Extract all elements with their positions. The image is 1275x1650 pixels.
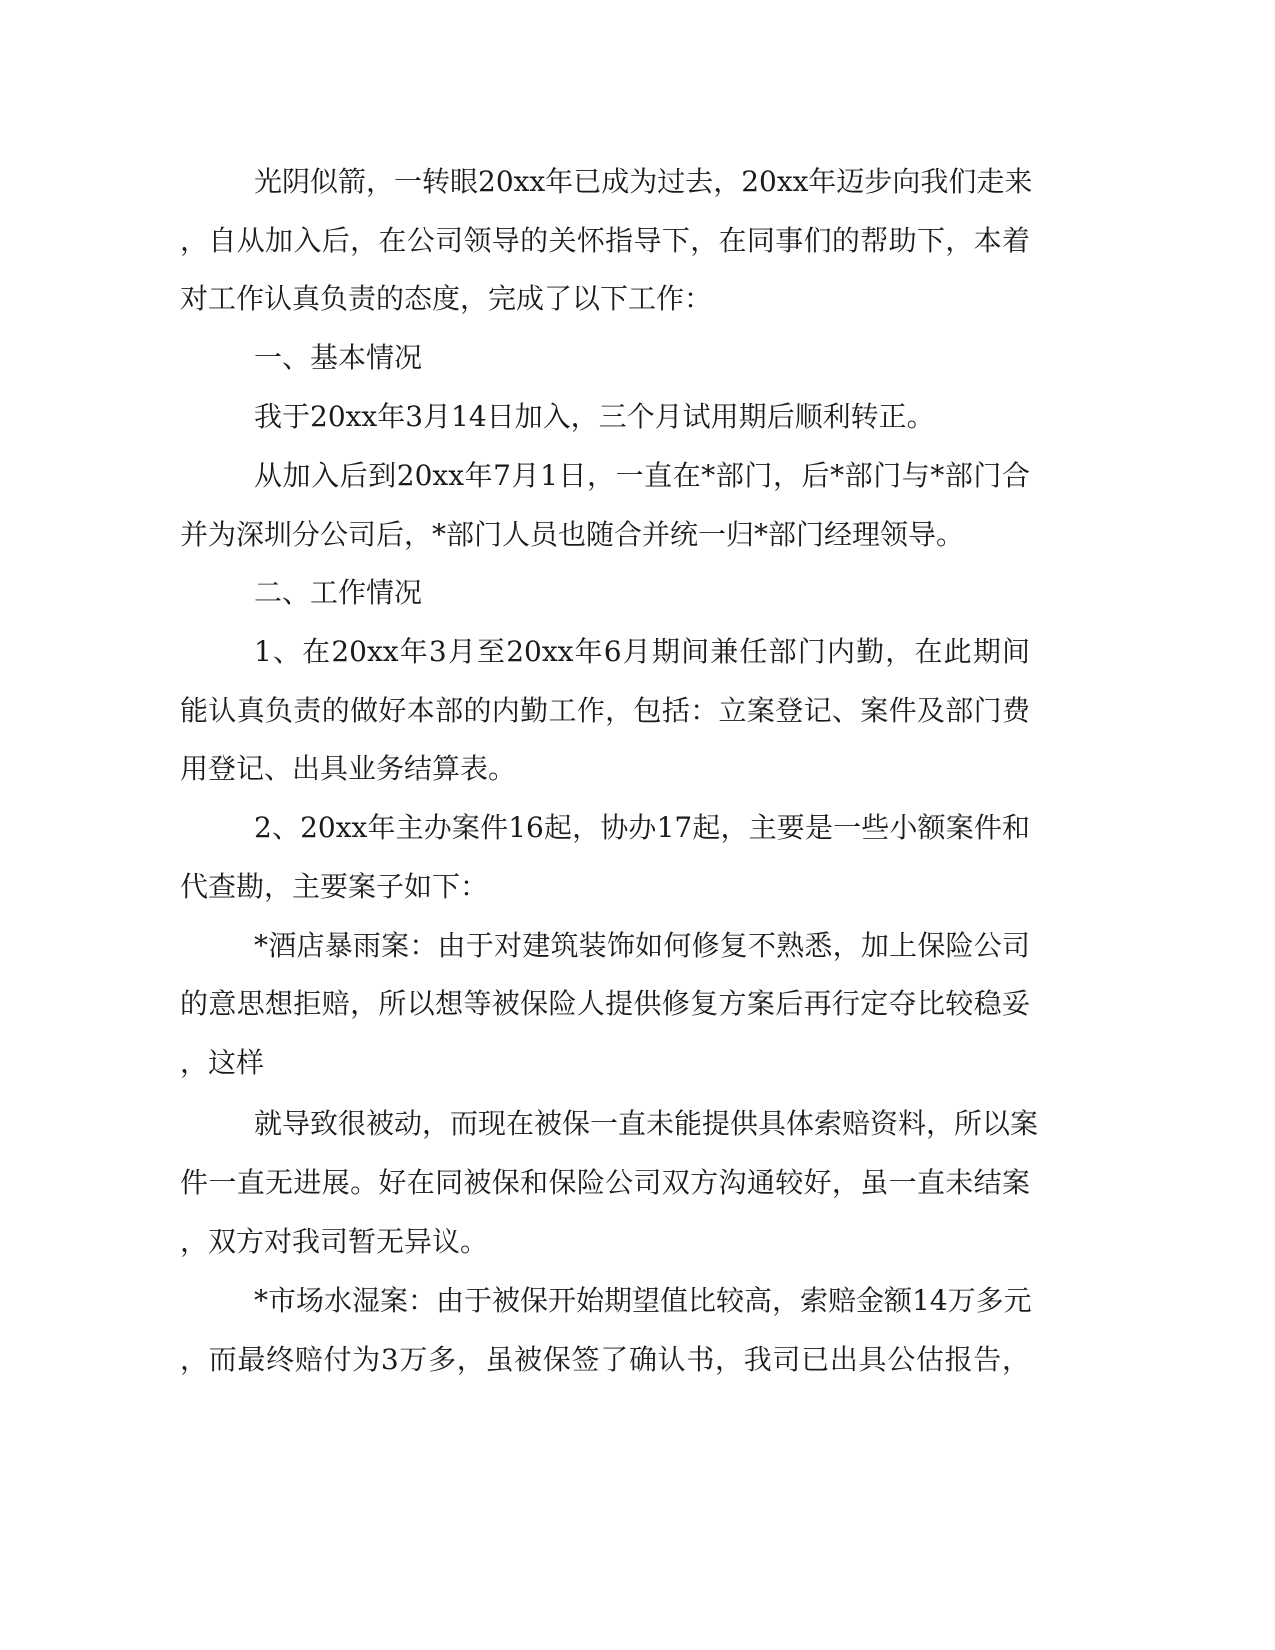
paragraph-line: 2、20xx年主办案件16起，协办17起，主要是一些小额案件和: [254, 811, 1030, 844]
section-heading: 二、工作情况: [254, 576, 423, 609]
paragraph-line: *市场水湿案：由于被保开始期望值比较高，索赔金额14万多元: [254, 1284, 1032, 1317]
paragraph-line: 用登记、出具业务结算表。: [180, 752, 517, 785]
paragraph-line: 1、在20xx年3月至20xx年6月期间兼任部门内勤，在此期间: [254, 635, 1030, 668]
paragraph-line: 能认真负责的做好本部的内勤工作，包括：立案登记、案件及部门费: [180, 694, 1030, 727]
paragraph-line: ，双方对我司暂无异议。: [180, 1225, 489, 1258]
paragraph-line: ，自从加入后，在公司领导的关怀指导下，在同事们的帮助下，本着: [180, 224, 1030, 257]
section-heading: 一、基本情况: [254, 341, 423, 374]
paragraph-line: 的意思想拒赔，所以想等被保险人提供修复方案后再行定夺比较稳妥: [180, 987, 1030, 1020]
paragraph-line: 并为深圳分公司后，*部门人员也随合并统一归*部门经理领导。: [180, 518, 965, 551]
paragraph-line: 我于20xx年3月14日加入，三个月试用期后顺利转正。: [254, 400, 935, 433]
paragraph-line: *酒店暴雨案：由于对建筑装饰如何修复不熟悉，加上保险公司: [254, 929, 1030, 962]
paragraph-line: ，这样: [180, 1046, 265, 1079]
paragraph-line: 就导致很被动，而现在被保一直未能提供具体索赔资料，所以案: [254, 1107, 1039, 1140]
paragraph-line: 光阴似箭，一转眼20xx年已成为过去，20xx年迈步向我们走来: [254, 165, 1033, 198]
paragraph-line: 件一直无进展。好在同被保和保险公司双方沟通较好，虽一直未结案: [180, 1166, 1030, 1199]
paragraph-line: ，而最终赔付为3万多，虽被保签了确认书，我司已出具公估报告，: [180, 1343, 1030, 1376]
paragraph-line: 代查勘，主要案子如下：: [180, 870, 489, 903]
paragraph-line: 从加入后到20xx年7月1日，一直在*部门，后*部门与*部门合: [254, 459, 1030, 492]
paragraph-line: 对工作认真负责的态度，完成了以下工作：: [180, 282, 713, 315]
